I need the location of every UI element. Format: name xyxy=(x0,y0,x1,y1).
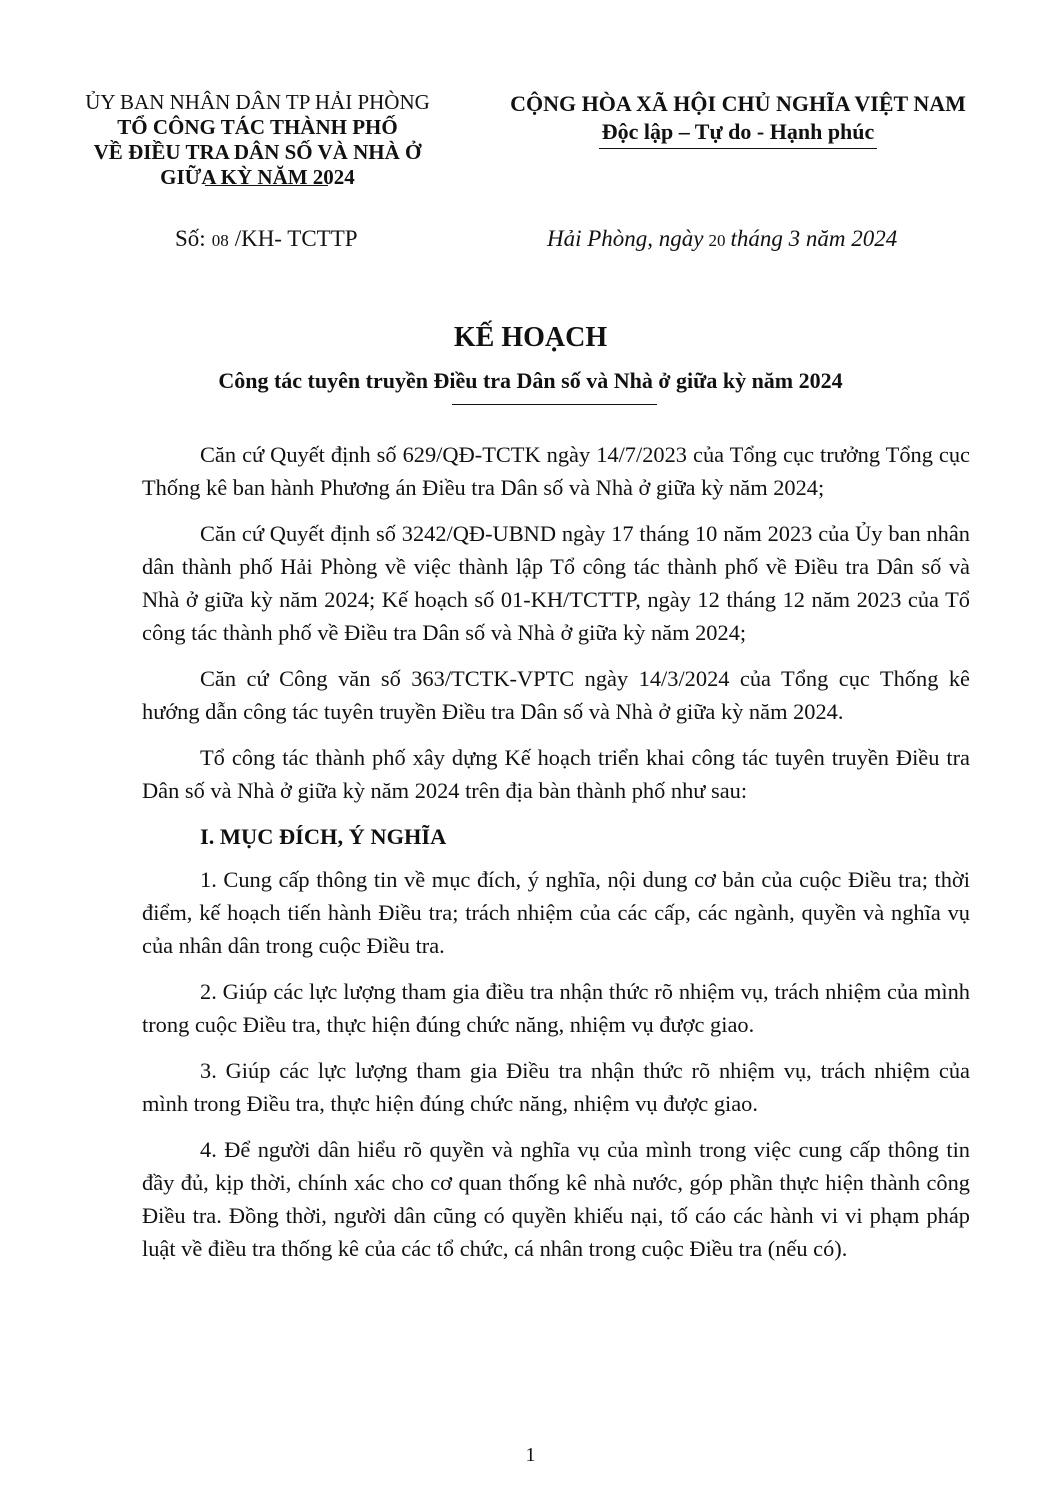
doc-number-suffix: /KH- TCTTP xyxy=(234,226,358,251)
subtitle-underline xyxy=(452,404,657,405)
country-name: CỘNG HÒA XÃ HỘI CHỦ NGHĨA VIỆT NAM xyxy=(510,91,966,116)
page-number: 1 xyxy=(525,1444,536,1466)
national-motto: Độc lập – Tự do - Hạnh phúc xyxy=(599,118,878,149)
agency-name-line3: GIỮA KỲ NĂM 2024 xyxy=(160,165,355,189)
section-item-4: 4. Để người dân hiểu rõ quyền và nghĩa vụ của mình trong việc cung cấp thông tin đầy đủ, kịp thời, chính xác cho cơ quan thống kê nhà nước, góp phần thực hiện thành công Điều tra. Đồng thời, người dân cũng có quyền khiếu nại, tố cáo các hành vi vi phạm pháp luật về điều tra thống kê của các tổ chức, cá nhân trong cuộc Điều tra (nếu có). xyxy=(142,1137,970,1261)
document-date xyxy=(547,226,897,252)
agency-name-line1: TỔ CÔNG TÁC THÀNH PHỐ xyxy=(117,115,398,139)
doc-date-suffix: tháng 3 năm 2024 xyxy=(730,226,898,251)
doc-number-value: 08 xyxy=(211,231,229,250)
section-item-2: 2. Giúp các lực lượng tham gia điều tra nhận thức rõ nhiệm vụ, trách nhiệm của mình trong cuộc Điều tra, thực hiện đúng chức năng, nhiệm vụ được giao. xyxy=(142,979,970,1037)
issuing-agency-block xyxy=(60,90,455,190)
section-item-1: 1. Cung cấp thông tin về mục đích, ý nghĩa, nội dung cơ bản của cuộc Điều tra; thời điểm, kế hoạch tiến hành Điều tra; trách nhiệm của các cấp, các ngành, quyền và nghĩa vụ của nhân dân trong cuộc Điều tra. xyxy=(142,867,970,958)
basis-paragraph-1: Căn cứ Quyết định số 629/QĐ-TCTK ngày 14/7/2023 của Tổng cục trưởng Tổng cục Thống kê ban hành Phương án Điều tra Dân số và Nhà ở giữa kỳ năm 2024; xyxy=(142,442,970,500)
basis-paragraph-2: Căn cứ Quyết định số 3242/QĐ-UBND ngày 17 tháng 10 năm 2023 của Ủy ban nhân dân thành phố Hải Phòng về việc thành lập Tổ công tác thành phố về Điều tra Dân số và Nhà ở giữa kỳ năm 2024; Kế hoạch số 01-KH/TCTTP, ngày 12 tháng 12 năm 2023 của Tổ công tác thành phố về Điều tra Dân số và Nhà ở giữa kỳ năm 2024; xyxy=(142,521,970,645)
agency-parent-line: ỦY BAN NHÂN DÂN TP HẢI PHÒNG xyxy=(85,90,430,114)
agency-underline xyxy=(205,185,328,186)
document-title: KẾ HOẠCH xyxy=(453,322,608,353)
basis-paragraph-3: Căn cứ Công văn số 363/TCTK-VPTC ngày 14/3/2024 của Tổng cục Thống kê hướng dẫn công tác tuyên truyền Điều tra Dân số và Nhà ở giữa kỳ năm 2024. xyxy=(142,666,970,724)
intro-paragraph: Tổ công tác thành phố xây dựng Kế hoạch triển khai công tác tuyên truyền Điều tra Dân số và Nhà ở giữa kỳ năm 2024 trên địa bàn thành phố như sau: xyxy=(142,745,970,803)
doc-date-day: 20 xyxy=(708,231,726,250)
document-body xyxy=(142,438,970,1278)
agency-name-line2: VỀ ĐIỀU TRA DÂN SỐ VÀ NHÀ Ở xyxy=(93,140,422,164)
document-number xyxy=(175,226,358,252)
section-heading: I. MỤC ĐÍCH, Ý NGHĨA xyxy=(200,824,447,849)
document-subtitle: Công tác tuyên truyền Điều tra Dân số và Nhà ở giữa kỳ năm 2024 xyxy=(218,368,843,393)
section-item-3: 3. Giúp các lực lượng tham gia Điều tra nhận thức rõ nhiệm vụ, trách nhiệm của mình trong Điều tra, thực hiện đúng chức năng, nhiệm vụ được giao. xyxy=(142,1058,970,1116)
doc-number-prefix: Số: xyxy=(175,226,206,251)
doc-date-prefix: Hải Phòng, ngày xyxy=(547,226,704,251)
national-motto-block xyxy=(478,90,998,149)
